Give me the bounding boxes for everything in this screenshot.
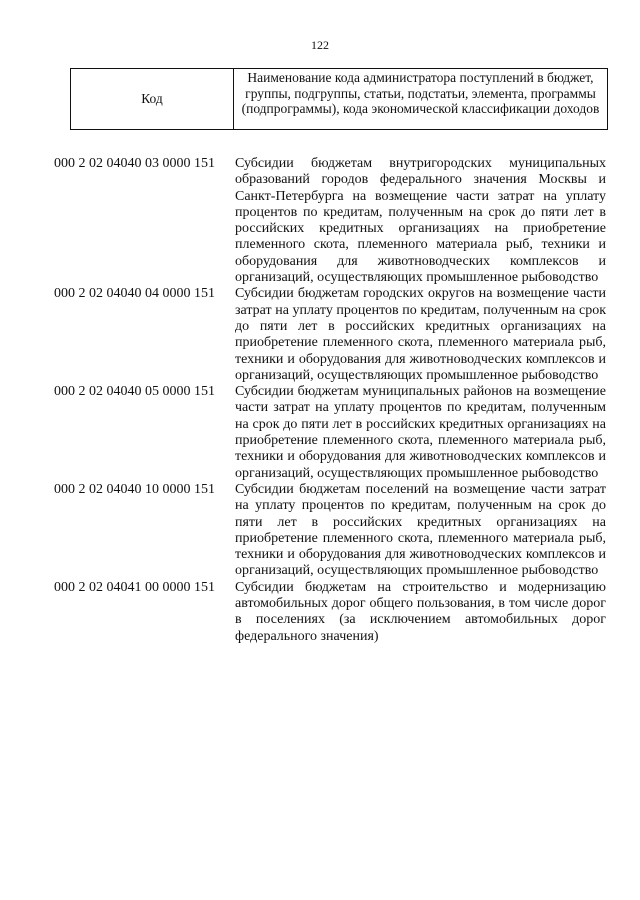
row-description: Субсидии бюджетам внутригородских муниципальных образований городов федерального значения Москвы и Санкт-Петербурга на возмещение части затрат на уплату процентов по кредитам, полученным на срок до пяти лет в российских кредитных организациях на приобретение племенного скота, племенного материала рыб, техники и оборудования для животноводческих комплексов и организаций, осуществляющих промышленное рыбоводство (235, 156, 606, 286)
table-row (54, 482, 606, 580)
row-description: Субсидии бюджетам городских округов на возмещение части затрат на уплату процентов по кредитам, полученным на срок до пяти лет в российских кредитных организациях на приобретение племенного скота, племенного материала рыб, техники и оборудования для животноводческих комплексов и организаций, осуществляющих промышленное рыбоводство (235, 286, 606, 383)
table-row (54, 286, 606, 384)
row-code: 000 2 02 04040 05 0000 151 (54, 384, 215, 400)
table-row (54, 156, 606, 286)
table-row (54, 384, 606, 482)
page-number: 122 (311, 38, 329, 52)
table-row (54, 580, 606, 645)
header-code-column: Код (71, 69, 234, 129)
row-code: 000 2 02 04040 10 0000 151 (54, 481, 215, 497)
row-description: Субсидии бюджетам на строительство и модернизацию автомобильных дорог общего пользования, в том числе дорог в поселениях (за исключением автомобильных дорог федерального значения) (235, 579, 606, 644)
row-description: Субсидии бюджетам муниципальных районов на возмещение части затрат на уплату процентов по кредитам, полученным на срок до пяти лет в российских кредитных организациях на приобретение племенного скота, племенного материала рыб, техники и оборудования для животноводческих комплексов и организаций, осуществляющих промышленное рыбоводство (235, 384, 606, 481)
row-code: 000 2 02 04041 00 0000 151 (54, 579, 215, 595)
classification-list (54, 156, 606, 645)
header-name-column: Наименование кода администратора поступлений в бюджет, группы, подгруппы, статьи, подстатьи, элемента, программы (подпрограммы), кода экономической классификации доходов (241, 70, 600, 116)
table-header (70, 68, 608, 130)
row-description: Субсидии бюджетам поселений на возмещение части затрат на уплату процентов по кредитам, полученным на срок до пяти лет в российских кредитных организациях на приобретение племенного скота, племенного материала рыб, техники и оборудования для животноводческих комплексов и организаций, осуществляющих промышленное рыбоводство (235, 481, 606, 579)
row-code: 000 2 02 04040 03 0000 151 (54, 156, 215, 171)
row-code: 000 2 02 04040 04 0000 151 (54, 286, 215, 302)
